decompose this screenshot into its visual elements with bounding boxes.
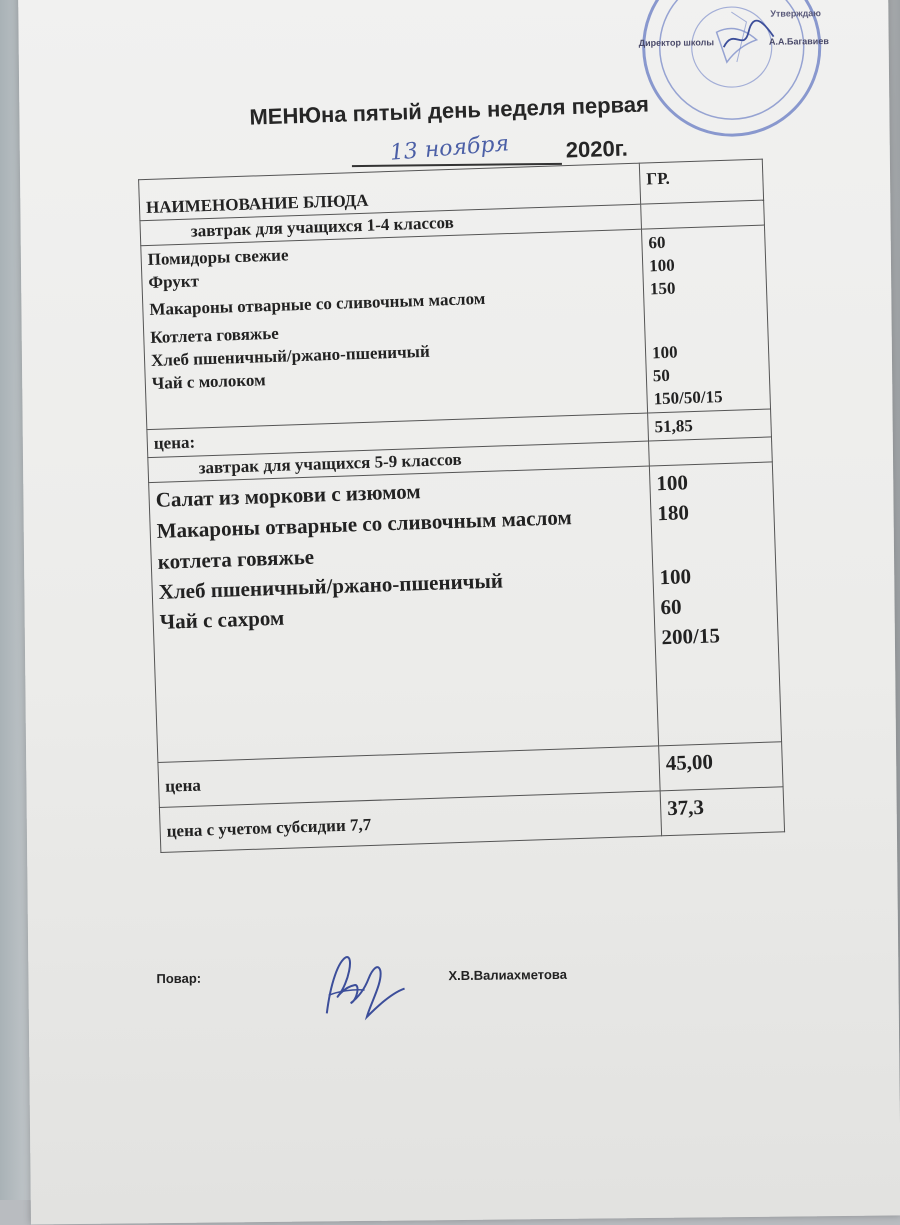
dish-name: Чай с молоком (151, 370, 266, 393)
dish-weights (641, 225, 770, 413)
cook-signature-icon (308, 942, 419, 1033)
subsidy-label: цена с учетом субсидии 7,7 (159, 791, 661, 853)
dish-name: Макароны отварные со сливочным маслом (149, 288, 486, 319)
section-items-row (141, 225, 771, 430)
dish-name: Помидоры свежие (147, 245, 289, 270)
cook-label: Повар: (156, 970, 202, 987)
dish-weight: 100 (648, 255, 676, 276)
approval-role: Директор школы (638, 37, 715, 49)
dish-name: Фрукт (148, 271, 200, 293)
dish-name: Салат из моркови с изюмом (155, 479, 421, 512)
price-value: 45,00 (659, 742, 783, 791)
date-year: 2020г. (565, 135, 629, 163)
menu-table (138, 159, 785, 853)
col-weight-header: ГР. (639, 159, 763, 204)
price-label: цена (158, 746, 660, 808)
price-value: 51,85 (648, 409, 772, 441)
dish-weight: 60 (648, 232, 666, 253)
section-title: завтрак для учащихся 1-4 классов (140, 204, 642, 246)
col-name-header: НАИМЕНОВАНИЕ БЛЮДА (139, 163, 641, 221)
dish-name: Чай с сахром (159, 605, 285, 634)
dish-weight: 100 (651, 342, 678, 363)
dish-names (149, 466, 659, 762)
menu-sheet (18, 0, 900, 1224)
dish-weights (649, 462, 781, 746)
dish-weight: 150/50/15 (653, 387, 723, 409)
dish-weight: 200/15 (661, 623, 721, 650)
price-label: цена: (147, 413, 649, 458)
date-handwritten: 13 ноября (388, 131, 510, 166)
dish-weight: 180 (657, 500, 690, 526)
approval-director: А.А.Багавиев (768, 36, 829, 47)
dish-weight: 100 (656, 470, 689, 496)
approval-line1: Утверждаю (770, 8, 822, 19)
director-signature-icon (718, 17, 778, 58)
page-title: МЕНЮна пятый день неделя первая (249, 91, 650, 130)
section-items-row (149, 462, 782, 763)
dish-name: Макароны отварные со сливочным маслом (156, 505, 573, 543)
dish-names (141, 229, 648, 430)
dish-weight: 150 (649, 278, 676, 299)
dish-name: котлета говяжье (157, 544, 315, 574)
dish-name: Котлета говяжье (150, 323, 280, 347)
dish-name: Хлеб пшеничный/ржано-пшеничый (158, 568, 504, 604)
cook-name: Х.В.Валиахметова (448, 966, 567, 984)
dish-weight: 50 (652, 365, 671, 386)
dish-weight: 100 (659, 564, 692, 590)
dish-weight: 60 (660, 594, 682, 620)
section-title: завтрак для учащихся 5-9 классов (148, 441, 650, 483)
subsidy-price: 37,3 (660, 787, 784, 836)
dish-name: Хлеб пшеничный/ржано-пшеничый (150, 341, 430, 370)
